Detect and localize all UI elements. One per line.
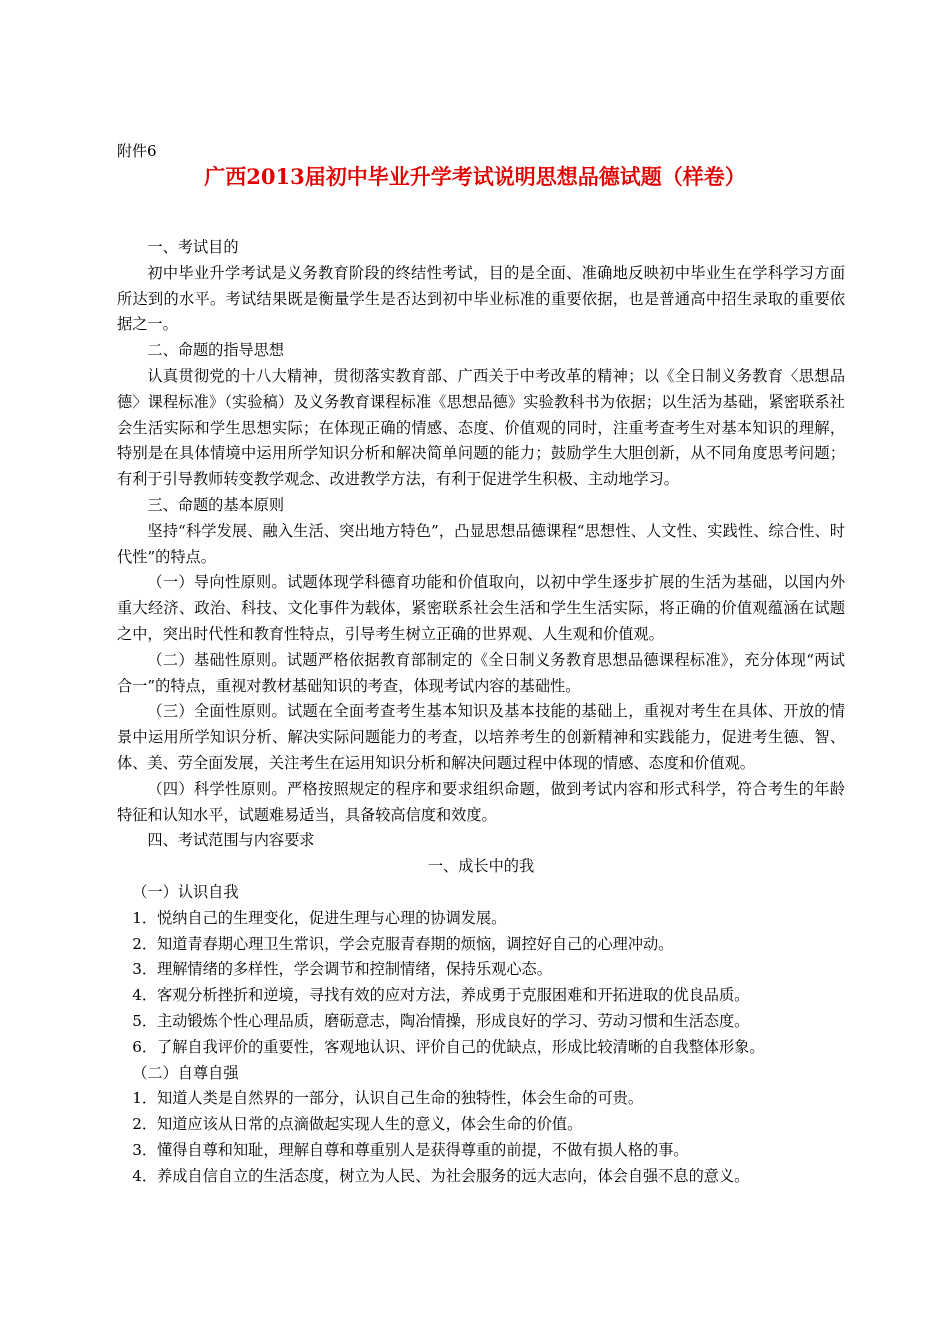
- list-item: 3．理解情绪的多样性，学会调节和控制情绪，保持乐观心态。: [132, 960, 552, 979]
- list-item: 5．主动锻炼个性心理品质，磨砺意志，陶冶情操，形成良好的学习、劳动习惯和生活态度。: [132, 1011, 750, 1030]
- chapter-heading: 一、成长中的我: [427, 857, 535, 876]
- section-heading: 一、考试目的: [147, 238, 239, 256]
- list-item: 3．懂得自尊和知耻，理解自尊和尊重别人是获得尊重的前提，不做有损人格的事。: [132, 1140, 689, 1159]
- principle-paragraph: （三）全面性原则。试题在全面考查考生基本知识及基本技能的基础上，重视对考生在具体、开放的情景中运用所学知识分析、解决实际问题能力的考查，以培养考生的创新精神和实践能力，促进考生德、智、体、美、劳全面发展，关注考生在运用知识分析和解决问题过程中体现的情感、态度和价值观。: [117, 702, 845, 772]
- subsection-heading: （二）自尊自强: [132, 1063, 239, 1082]
- paragraph: 初中毕业升学考试是义务教育阶段的终结性考试，目的是全面、准确地反映初中毕业生在学科学习方面所达到的水平。考试结果既是衡量学生是否达到初中毕业标准的重要依据，也是普通高中招生录取的重要依据之一。: [117, 263, 845, 334]
- document-title: 广西2013届初中毕业升学考试说明思想品德试题（样卷）: [204, 164, 746, 189]
- section-heading: 四、考试范围与内容要求: [147, 831, 315, 850]
- section-heading: 二、命题的指导思想: [147, 341, 285, 360]
- principle-paragraph: （一）导向性原则。试题体现学科德育功能和价值取向，以初中学生逐步扩展的生活为基础，以国内外重大经济、政治、科技、文化事件为载体，紧密联系社会生活和学生生活实际，将正确的价值观蕴涵在试题之中，突出时代性和教育性特点，引导考生树立正确的世界观、人生观和价值观。: [117, 573, 845, 643]
- principle-paragraph: （二）基础性原则。试题严格依据教育部制定的《全日制义务教育思想品德课程标准》，充分体现“两试合一”的特点，重视对教材基础知识的考查，体现考试内容的基础性。: [117, 650, 845, 695]
- list-item: 4．养成自信自立的生活态度，树立为人民、为社会服务的远大志向，体会自强不息的意义。: [132, 1166, 750, 1185]
- attachment-label: 附件6: [117, 142, 157, 160]
- document-body: [117, 235, 845, 1189]
- list-item: 6．了解自我评价的重要性，客观地认识、评价自己的优缺点，形成比较清晰的自我整体形象。: [132, 1037, 765, 1056]
- list-item: 4．客观分析挫折和逆境，寻找有效的应对方法，养成勇于克服困难和开拓进取的优良品质。: [132, 986, 750, 1005]
- list-item: 2．知道青春期心理卫生常识，学会克服青春期的烦恼，调控好自己的心理冲动。: [132, 934, 674, 953]
- paragraph: 认真贯彻党的十八大精神，贯彻落实教育部、广西关于中考改革的精神；以《全日制义务教育〈思想品德〉课程标准》（实验稿）及义务教育课程标准《思想品德》实验教科书为依据；以生活为基础，紧密联系社会生活实际和学生思想实际；在体现正确的情感、态度、价值观的同时，注重考查考生对基本知识的理解，特别是在具体情境中运用所学知识分析和解决简单问题的能力；鼓励学生大胆创新，从不同角度思考问题；有利于引导教师转变教学观念、改进教学方法，有利于促进学生积极、主动地学习。: [117, 366, 845, 489]
- principle-paragraph: （四）科学性原则。严格按照规定的程序和要求组织命题，做到考试内容和形式科学，符合考生的年龄特征和认知水平，试题难易适当，具备较高信度和效度。: [117, 779, 845, 824]
- list-item: 2．知道应该从日常的点滴做起实现人生的意义，体会生命的价值。: [132, 1115, 583, 1134]
- list-item: 1．知道人类是自然界的一部分，认识自己生命的独特性，体会生命的可贵。: [132, 1089, 644, 1108]
- list-item: 1．悦纳自己的生理变化，促进生理与心理的协调发展。: [132, 908, 507, 927]
- subsection-heading: （一）认识自我: [132, 882, 239, 901]
- section-heading: 三、命题的基本原则: [147, 495, 285, 514]
- paragraph: 坚持“科学发展、融入生活、突出地方特色”，凸显思想品德课程“思想性、人文性、实践性、综合性、时代性”的特点。: [117, 521, 845, 566]
